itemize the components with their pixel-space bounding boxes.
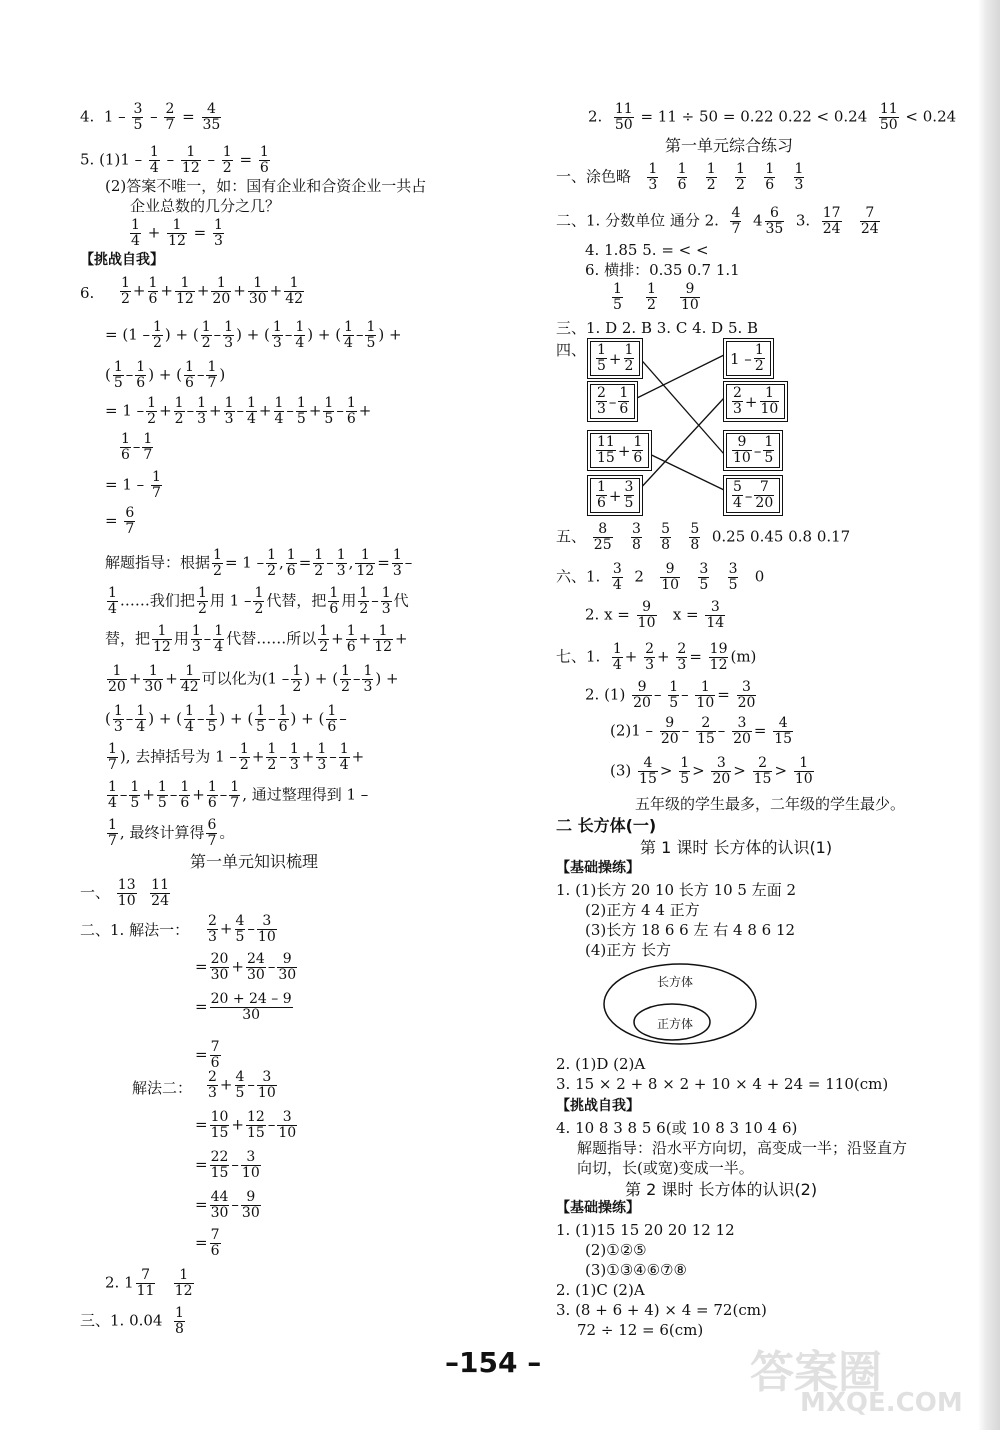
practice-6-1: 六、1. $\frac{3}{4}$ 2 $\frac{9}{10}$ $\frac{3}{5}$ $\frac{3}{5}$ 0 [556,561,765,593]
guide-line5: ( $\frac{1}{3}$ – $\frac{1}{4}$ ) + ( $\frac{1}{4}$ – $\frac{1}{5}$ ) + ( $\frac{1}{5}$ – $\frac{1}{6}$ ) + ( $\frac{1}{6}$ – [105,703,347,735]
answer-6-result: = $\frac{6}{7}$ [105,505,135,537]
guide-line1: 解题指导：根据 $\frac{1}{2}$ = 1 – $\frac{1}{2}$ , $\frac{1}{6}$ = $\frac{1}{2}$ – $\frac{1}{3}$ , $\frac{1}{12}$ = $\frac{1}{3}$ – [105,547,413,579]
guide-line7: $\frac{1}{4}$ – $\frac{1}{5}$ + $\frac{1}{5}$ – $\frac{1}{6}$ + $\frac{1}{6}$ – $\frac{1}{7}$ , 通过整理得到 1 – [108,779,369,811]
op: – [150,107,158,126]
practice-1: 一、涂色略 $\frac{1}{3}$ $\frac{1}{6}$ $\frac{1}{2}$ $\frac{1}{2}$ $\frac{1}{6}$ $\frac{1}{3}$ [556,161,804,193]
answer-6-label: 6. [80,284,95,302]
practice-3: 三、1. D 2. B 3. C 4. D 5. B [556,319,759,337]
method1-l1: $\frac{2}{3}$ + $\frac{4}{5}$ – $\frac{3}{10}$ [208,913,276,945]
summary-title: 第一单元知识梳理 [190,852,319,871]
summary-1: 一、 $\frac{13}{10}$ $\frac{11}{24}$ [80,877,169,909]
method2-l4: = $\frac{44}{30}$ – $\frac{9}{30}$ [195,1189,260,1221]
answer-5-1: 5. (1)1 – $\frac{1}{4}$ – $\frac{1}{12}$ – $\frac{1}{2}$ = $\frac{1}{6}$ [80,144,269,176]
fraction: $\frac{1}{5}$ [366,319,376,351]
answer-6-line1: $\frac{1}{2}$ + $\frac{1}{6}$ + $\frac{1}{12}$ + $\frac{1}{20}$ + $\frac{1}{30}$ + $\frac{1}{42}$ [121,275,304,307]
fraction: $\frac{1}{2}$ [222,144,232,176]
practice-6-2: 2. x = $\frac{9}{10}$ x = $\frac{3}{14}$ [585,599,725,631]
answer-6-line4: = 1 – $\frac{1}{2}$ + $\frac{1}{2}$ – $\frac{1}{3}$ + $\frac{1}{3}$ – $\frac{1}{4}$ + $\frac{1}{4}$ – $\frac{1}{5}$ + $\frac{1}{5}$ – $\frac{1}{6}$ + [105,395,372,427]
venn-inner-label: 正方体 [657,1017,694,1031]
fraction: $\frac{1}{12}$ [168,217,186,249]
match-box-right-3: $\frac{9}{10}$ – $\frac{1}{5}$ [723,430,783,471]
practice-4-label: 四、 [556,341,587,359]
guide-line8: $\frac{1}{7}$ , 最终计算得 $\frac{6}{7}$ 。 [108,817,235,849]
q-label: 4. [80,107,95,126]
match-box-left-1: $\frac{1}{5}$ + $\frac{1}{2}$ [587,338,643,379]
basic-1-3: (3)长方 18 6 6 左 右 4 8 6 12 [585,921,796,939]
answer-5-2-expr: $\frac{1}{4}$ + $\frac{1}{12}$ = $\frac{1}{3}$ [131,217,223,249]
fraction: $\frac{1}{5}$ [324,395,334,427]
fraction: $\frac{1}{4}$ [274,395,284,427]
fraction: $\frac{1}{4}$ [149,144,159,176]
practice-7-2-2: (2)1 – $\frac{9}{20}$ – $\frac{2}{15}$ – $\frac{3}{20}$ = $\frac{4}{15}$ [610,715,793,747]
fraction: $\frac{1}{2}$ [153,319,162,351]
watermark-logo [750,1336,990,1426]
guide-line4: $\frac{1}{20}$ + $\frac{1}{30}$ + $\frac{1}{42}$ 可以化为(1 – $\frac{1}{2}$ ) + ( $\frac{1}{2}$ – $\frac{1}{3}$ ) + [108,663,399,695]
fraction: $\frac{1}{30}$ [248,275,267,307]
watermark-domain: MXQE.COM [800,1388,963,1418]
challenge-heading: 【挑战自我】 [80,252,164,268]
fraction: $\frac{1}{4}$ [247,395,256,427]
fraction: $\frac{1}{5}$ [113,359,123,391]
answer-6-line2: = (1 – $\frac{1}{2}$ ) + ( $\frac{1}{2}$ – $\frac{1}{3}$ ) + ( $\frac{1}{3}$ – $\frac{1}{4}$ ) + ( $\frac{1}{4}$ – $\frac{1}{5}$ ) + [105,319,402,351]
method1-l3: = $\frac{20 + 24 - 9}{30}$ [195,991,292,1023]
lesson-1-title: 第 1 课时 长方体的认识(1) [640,838,833,857]
practice-7-2-3: (3) $\frac{4}{15}$ > $\frac{1}{5}$ > $\frac{3}{20}$ > $\frac{2}{15}$ > $\frac{1}{10}$ [610,755,813,787]
lesson2-3: 3. (8 + 6 + 4) × 4 = 72(cm) [556,1301,767,1319]
lesson2-3b: 72 ÷ 12 = 6(cm) [577,1321,704,1339]
method2-l5: = $\frac{7}{6}$ [195,1227,220,1259]
challenge-4: 4. 10 8 3 8 5 6(或 10 8 3 10 4 6) [556,1119,798,1137]
fraction: $\frac{1}{3}$ [224,395,234,427]
page-edge-shadow [978,0,1000,1430]
venn-outer-label: 长方体 [657,975,694,989]
summary-3: 三、1. 0.04 $\frac{1}{8}$ [80,1305,184,1337]
guide-line3: 替，把 $\frac{1}{12}$ 用 $\frac{1}{3}$ – $\frac{1}{4}$ 代替……所以 $\frac{1}{2}$ + $\frac{1}{6}$ + $\frac{1}{12}$ + [105,623,408,655]
watermark-text: 答案圈 [750,1347,882,1398]
q-label: 5. (1)1 – [80,150,143,169]
summary-2-label: 二、1. 解法一： [80,921,190,939]
basic-2: 2. (1)D (2)A [556,1055,646,1073]
practice-2: 二、1. 分数单位 通分 2. $\frac{4}{7}$ 4 $\frac{6}{35}$ 3. $\frac{17}{24}$ $\frac{7}{24}$ [556,205,879,237]
fraction: $\frac{1}{2}$ [174,395,184,427]
fraction: $\frac{1}{2}$ [121,275,130,307]
method2-l1: $\frac{2}{3}$ + $\frac{4}{5}$ – $\frac{3}{10}$ [208,1069,276,1101]
summary-2-2: 2. 1 $\frac{7}{11}$ $\frac{1}{12}$ [105,1267,193,1299]
fraction: $\frac{3}{5}$ [133,101,143,133]
fraction: $\frac{1}{7}$ [143,431,153,463]
fraction: $\frac{1}{4}$ [344,319,353,351]
answer-4 [80,102,223,133]
method1-l4: = $\frac{7}{6}$ [195,1039,220,1071]
match-box-right-1: 1 – $\frac{1}{2}$ [723,338,774,379]
lesson2-1-2: (2)①②⑤ [585,1241,647,1259]
answer-5-2-text2: 企业总数的几分之几？ [130,197,281,215]
fraction: $\frac{1}{5}$ [296,395,306,427]
method2-label: 解法二： [132,1079,193,1097]
practice-7-conclusion: 五年级的学生最多，二年级的学生最少。 [635,795,906,813]
practice-7-1: 七、1. $\frac{1}{4}$ + $\frac{2}{3}$ + $\frac{2}{3}$ = $\frac{19}{12}$ (m) [556,641,757,673]
fraction: $\frac{1}{3}$ [197,395,206,427]
match-box-right-4: $\frac{5}{4}$ – $\frac{7}{20}$ [723,475,783,516]
page-number: –154 – [445,1346,542,1379]
challenge-guide-1: 解题指导：沿水平方向切，高变成一半；沿竖直方 [577,1139,908,1157]
fraction: $\frac{1}{12}$ [181,144,200,176]
lesson2-1-1: 1. (1)15 15 20 20 12 12 [556,1221,735,1239]
match-box-left-3: $\frac{11}{15}$ + $\frac{1}{6}$ [587,430,652,471]
challenge-guide-2: 向切，长(或宽)变成一半。 [577,1159,754,1177]
practice-2-6: 6. 横排：0.35 0.7 1.1 [585,261,740,279]
match-box-right-2: $\frac{2}{3}$ + $\frac{1}{10}$ [723,381,788,422]
fraction: $\frac{2}{7}$ [165,101,175,133]
practice-2-4: 4. 1.85 5. = < < [585,241,709,259]
match-box-left-2: $\frac{2}{3}$ – $\frac{1}{6}$ [587,381,638,422]
fraction: $\frac{1}{6}$ [185,359,194,391]
answer-6-line5: $\frac{1}{6}$ – $\frac{1}{7}$ [121,431,153,463]
basic-1-1: 1. (1)长方 20 10 长方 10 5 左面 2 [556,881,797,899]
fraction: $\frac{4}{35}$ [202,101,221,133]
lesson2-2: 2. (1)C (2)A [556,1281,645,1299]
basic-3: 3. 15 × 2 + 8 × 2 + 10 × 4 + 24 = 110(cm) [556,1075,889,1093]
answer-6-line6: = 1 – $\frac{1}{7}$ [105,469,161,501]
fraction: $\frac{1}{4}$ [131,217,140,249]
answer-5-2-text: (2)答案不唯一，如：国有企业和合资企业一共占 [105,177,427,195]
fraction: $\frac{1}{6}$ [259,144,269,176]
op: = [182,107,195,126]
fraction: $\frac{1}{2}$ [147,395,157,427]
fraction: $\frac{1}{6}$ [136,359,146,391]
op: 1 – [103,107,126,126]
method2-l3: = $\frac{22}{15}$ – $\frac{3}{10}$ [195,1149,260,1181]
method1-l2: = $\frac{20}{30}$ + $\frac{24}{30}$ – $\frac{9}{30}$ [195,951,297,983]
chapter-title: 二 长方体(一) [556,816,657,835]
basic-heading-1: 【基础操练】 [556,860,640,876]
lesson-2-title: 第 2 课时 长方体的认识(2) [625,1180,818,1199]
fraction: $\frac{1}{7}$ [207,359,217,391]
fraction: $\frac{1}{7}$ [151,469,161,501]
match-line [637,355,724,398]
challenge-heading-2: 【挑战自我】 [556,1098,640,1114]
basic-1-2: (2)正方 4 4 正方 [585,901,700,919]
method2-l2: = $\frac{10}{15}$ + $\frac{12}{15}$ – $\frac{3}{10}$ [195,1109,297,1141]
unit-practice-title: 第一单元综合练习 [665,136,794,155]
guide-line2: $\frac{1}{4}$ ……我们把 $\frac{1}{2}$ 用 1 – $\frac{1}{2}$ 代替，把 $\frac{1}{6}$ 用 $\frac{1}{2}$ – $\frac{1}{3}$ 代 [108,585,409,617]
practice-7-2-1: 2. (1) $\frac{9}{20}$ – $\frac{1}{5}$ – $\frac{1}{10}$ = $\frac{3}{20}$ [585,679,756,711]
fraction: $\frac{1}{3}$ [272,319,282,351]
fraction: $\frac{1}{3}$ [214,217,223,249]
match-box-left-4: $\frac{1}{6}$ + $\frac{3}{5}$ [587,475,643,516]
fraction: $\frac{1}{6}$ [121,431,130,463]
basic-1-4: (4)正方 长方 [585,941,672,959]
fraction: $\frac{1}{2}$ [201,319,211,351]
guide-line6: $\frac{1}{7}$ ), 去掉括号为 1 – $\frac{1}{2}$ + $\frac{1}{2}$ – $\frac{1}{3}$ + $\frac{1}{3}$ – $\frac{1}{4}$ + [108,741,365,773]
fraction: $\frac{1}{6}$ [346,395,356,427]
fraction: $\frac{1}{42}$ [285,275,304,307]
right-q2: 2. $\frac{11}{50}$ = 11 ÷ 50 = 0.22 0.22 < 0.24 $\frac{11}{50}$ < 0.24 [588,101,957,133]
fraction: $\frac{1}{3}$ [224,319,234,351]
fraction: $\frac{1}{4}$ [295,319,305,351]
lesson2-1-3: (3)①③④⑥⑦⑧ [585,1261,687,1279]
basic-heading-2: 【基础操练】 [556,1200,640,1216]
practice-2-6-fracs: $\frac{1}{5}$ $\frac{1}{2}$ $\frac{9}{10}$ [613,281,699,313]
fraction: $\frac{6}{7}$ [125,505,135,537]
fraction: $\frac{1}{20}$ [212,275,231,307]
fraction: $\frac{1}{6}$ [148,275,158,307]
fraction: $\frac{1}{12}$ [176,275,194,307]
practice-5: 五、 $\frac{8}{25}$ $\frac{3}{8}$ $\frac{5}{8}$ $\frac{5}{8}$ 0.25 0.45 0.8 0.17 [556,521,851,553]
answer-6-line3: ( $\frac{1}{5}$ – $\frac{1}{6}$ ) + ( $\frac{1}{6}$ – $\frac{1}{7}$ ) [105,359,226,391]
